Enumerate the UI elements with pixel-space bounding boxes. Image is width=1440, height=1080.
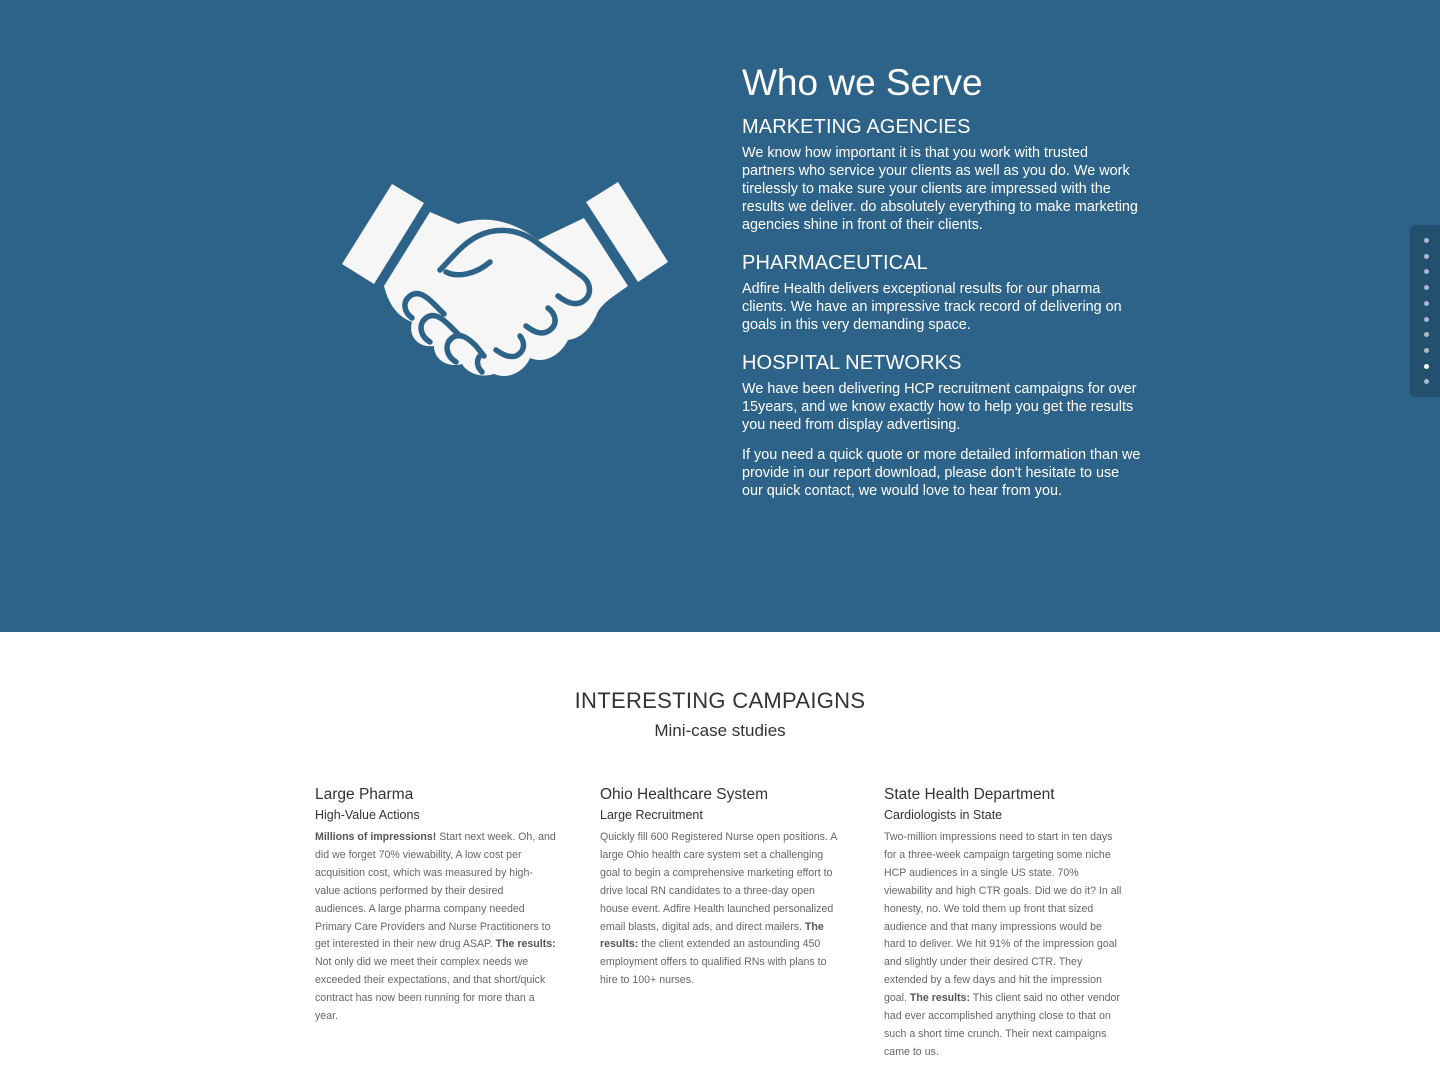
nav-dot-8[interactable] bbox=[1424, 348, 1429, 353]
who-we-serve-content bbox=[742, 60, 1142, 516]
case-lead-bold: Millions of impressions! bbox=[315, 831, 437, 843]
case-study-ohio-healthcare bbox=[600, 784, 842, 990]
case-results-label: The results: bbox=[600, 920, 824, 951]
nav-dot-1[interactable] bbox=[1424, 238, 1429, 243]
case-body bbox=[600, 829, 842, 990]
heading-marketing-agencies: MARKETING AGENCIES bbox=[742, 116, 971, 138]
case-results-text: Not only did we meet their complex needs we exceeded their expectations, and that short/quick contract has now been running for more than a year. bbox=[315, 956, 546, 1023]
case-results-text: the client extended an astounding 450 employment offers to qualified RNs with plans to hire to 100+ nurses. bbox=[600, 938, 827, 987]
side-dot-navigation bbox=[1410, 225, 1440, 397]
case-study-large-pharma bbox=[315, 784, 557, 1026]
nav-dot-10[interactable] bbox=[1424, 379, 1429, 384]
section-title: Who we Serve bbox=[742, 62, 983, 103]
case-subtitle: Cardiologists in State bbox=[884, 808, 1003, 822]
case-title: State Health Department bbox=[884, 786, 1055, 803]
case-title: Large Pharma bbox=[315, 786, 414, 803]
case-study-state-health bbox=[884, 784, 1126, 1062]
nav-dot-4[interactable] bbox=[1424, 285, 1429, 290]
nav-dot-3[interactable] bbox=[1424, 269, 1429, 274]
nav-dot-2[interactable] bbox=[1424, 254, 1429, 259]
case-subtitle: Large Recruitment bbox=[600, 808, 703, 822]
case-results-label: The results: bbox=[909, 992, 970, 1005]
nav-dot-5[interactable] bbox=[1424, 301, 1429, 306]
heading-hospital-networks: HOSPITAL NETWORKS bbox=[742, 352, 962, 374]
closing-text: If you need a quick quote or more detailed information than we provide in our report download, please don't hesitate to use our quick contact, we would love to hear from you. bbox=[742, 447, 1141, 499]
campaigns-title: INTERESTING CAMPAIGNS bbox=[574, 688, 866, 713]
case-results-text: This client said no other vendor had ever accomplished anything close to that on such a short time crunch. Their next campaigns came to us. bbox=[884, 992, 1120, 1058]
handshake-icon bbox=[338, 178, 672, 382]
case-subtitle: High-Value Actions bbox=[315, 808, 420, 822]
text-hospital-networks: We have been delivering HCP recruitment campaigns for over 15years, and we know exactly how to help you get the results you need from display advertising. bbox=[742, 381, 1137, 433]
nav-dot-7[interactable] bbox=[1424, 332, 1429, 337]
heading-pharmaceutical: PHARMACEUTICAL bbox=[742, 252, 928, 274]
campaigns-subtitle: Mini-case studies bbox=[654, 721, 786, 740]
case-body-text: Start next week. Oh, and did we forget 70% viewability, A low cost per acquisition cost, which was measured by high-value actions performed by their desired audiences. A large pharma company needed Primary Care Providers and Nurse Practitioners to get interested in their new drug ASAP. bbox=[315, 831, 556, 951]
case-body bbox=[884, 829, 1126, 1062]
nav-dot-6[interactable] bbox=[1424, 317, 1429, 322]
case-results-label: The results: bbox=[495, 938, 556, 951]
case-title: Ohio Healthcare System bbox=[600, 786, 768, 803]
text-marketing-agencies: We know how important it is that you work with trusted partners who service your clients as well as you do. We work tirelessly to make sure your clients are impressed with the results we deliver. do absolutely everything to make marketing agencies shine in front of their clients. bbox=[742, 145, 1138, 233]
text-pharmaceutical: Adfire Health delivers exceptional results for our pharma clients. We have an impressive track record of delivering on goals in this very demanding space. bbox=[742, 281, 1122, 333]
case-body-text: Quickly fill 600 Registered Nurse open positions. A large Ohio health care system set a challenging goal to begin a comprehensive marketing effort to drive local RN candidates to a three-day open house event. Adfire Health launched personalized email blasts, digital ads, and direct mailers. bbox=[600, 831, 837, 933]
case-body bbox=[315, 829, 557, 1026]
case-body-text: Two-million impressions need to start in ten days for a three-week campaign targeting some niche HCP audiences in a single US state. 70% viewability and high CTR goals. Did we do it? In all honesty, no. We told them up front that sized audience and that many impressions would be hard to deliver. We hit 91% of the impression goal and slightly under their desired CTR. They extended by a few days and hit the impression goal. bbox=[884, 831, 1122, 1005]
nav-dot-9[interactable] bbox=[1424, 364, 1429, 369]
